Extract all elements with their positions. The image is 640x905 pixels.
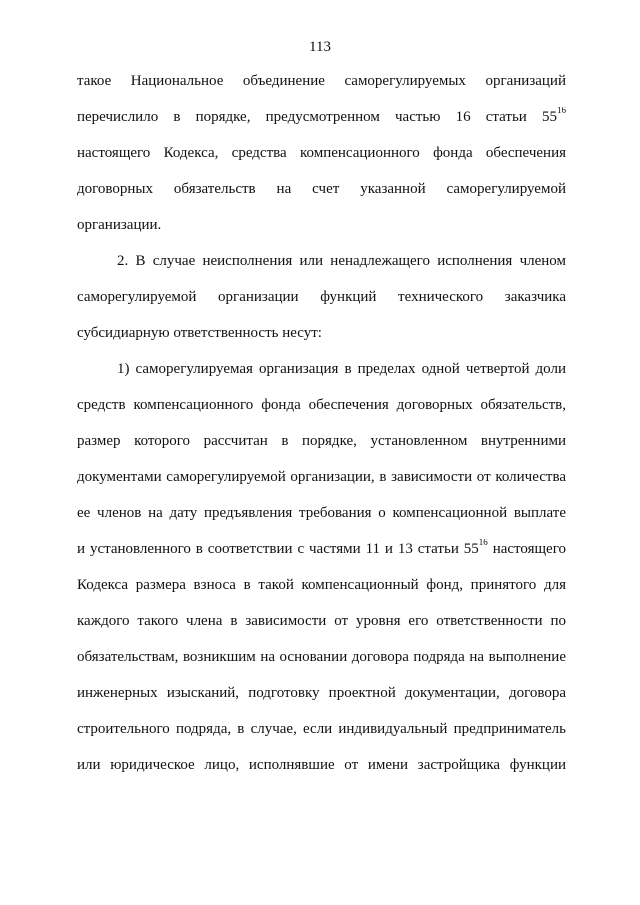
text-line: договорных обязательств на счет указанной саморегулируемой [77, 181, 566, 197]
text-line: средств компенсационного фонда обеспечения договорных обязательств, [77, 397, 566, 413]
text-line: инженерных изысканий, подготовку проектной документации, договора [77, 685, 566, 701]
superscript: 16 [557, 107, 566, 115]
text-fragment: и установленного в соответствии с частями 11 и 13 статьи 55 [77, 541, 479, 557]
text-line: такое Национальное объединение саморегулируемых организаций [77, 73, 566, 89]
text-line: строительного подряда, в случае, если индивидуальный предприниматель [77, 721, 566, 737]
text-fragment: перечислило в порядке, предусмотренном частью 16 статьи 55 [77, 109, 557, 125]
text-line: размер которого рассчитан в порядке, установленном внутренними [77, 433, 566, 449]
text-line: 2. В случае неисполнения или ненадлежащего исполнения членом [117, 253, 566, 269]
text-line: каждого такого члена в зависимости от уровня его ответственности по [77, 613, 566, 629]
text-line: организации. [77, 217, 162, 233]
text-line: 1) саморегулируемая организация в пределах одной четвертой доли [117, 361, 566, 377]
text-line: саморегулируемой организации функций технического заказчика [77, 289, 566, 305]
page-number: 113 [309, 39, 331, 55]
text-line [77, 539, 566, 559]
text-line: обязательствам, возникшим на основании договора подряда на выполнение [77, 649, 566, 665]
text-line: Кодекса размера взноса в такой компенсационный фонд, принятого для [77, 577, 566, 593]
text-line [77, 107, 566, 127]
superscript: 16 [478, 539, 488, 547]
text-line: документами саморегулируемой организации, в зависимости от количества [77, 469, 566, 485]
text-line: или юридическое лицо, исполнявшие от имени застройщика функции [77, 757, 566, 773]
text-line: ее членов на дату предъявления требования о компенсационной выплате [77, 505, 566, 521]
text-line: субсидиарную ответственность несут: [77, 325, 322, 341]
text-fragment: настоящего [487, 541, 566, 557]
text-line: настоящего Кодекса, средства компенсационного фонда обеспечения [77, 145, 566, 161]
